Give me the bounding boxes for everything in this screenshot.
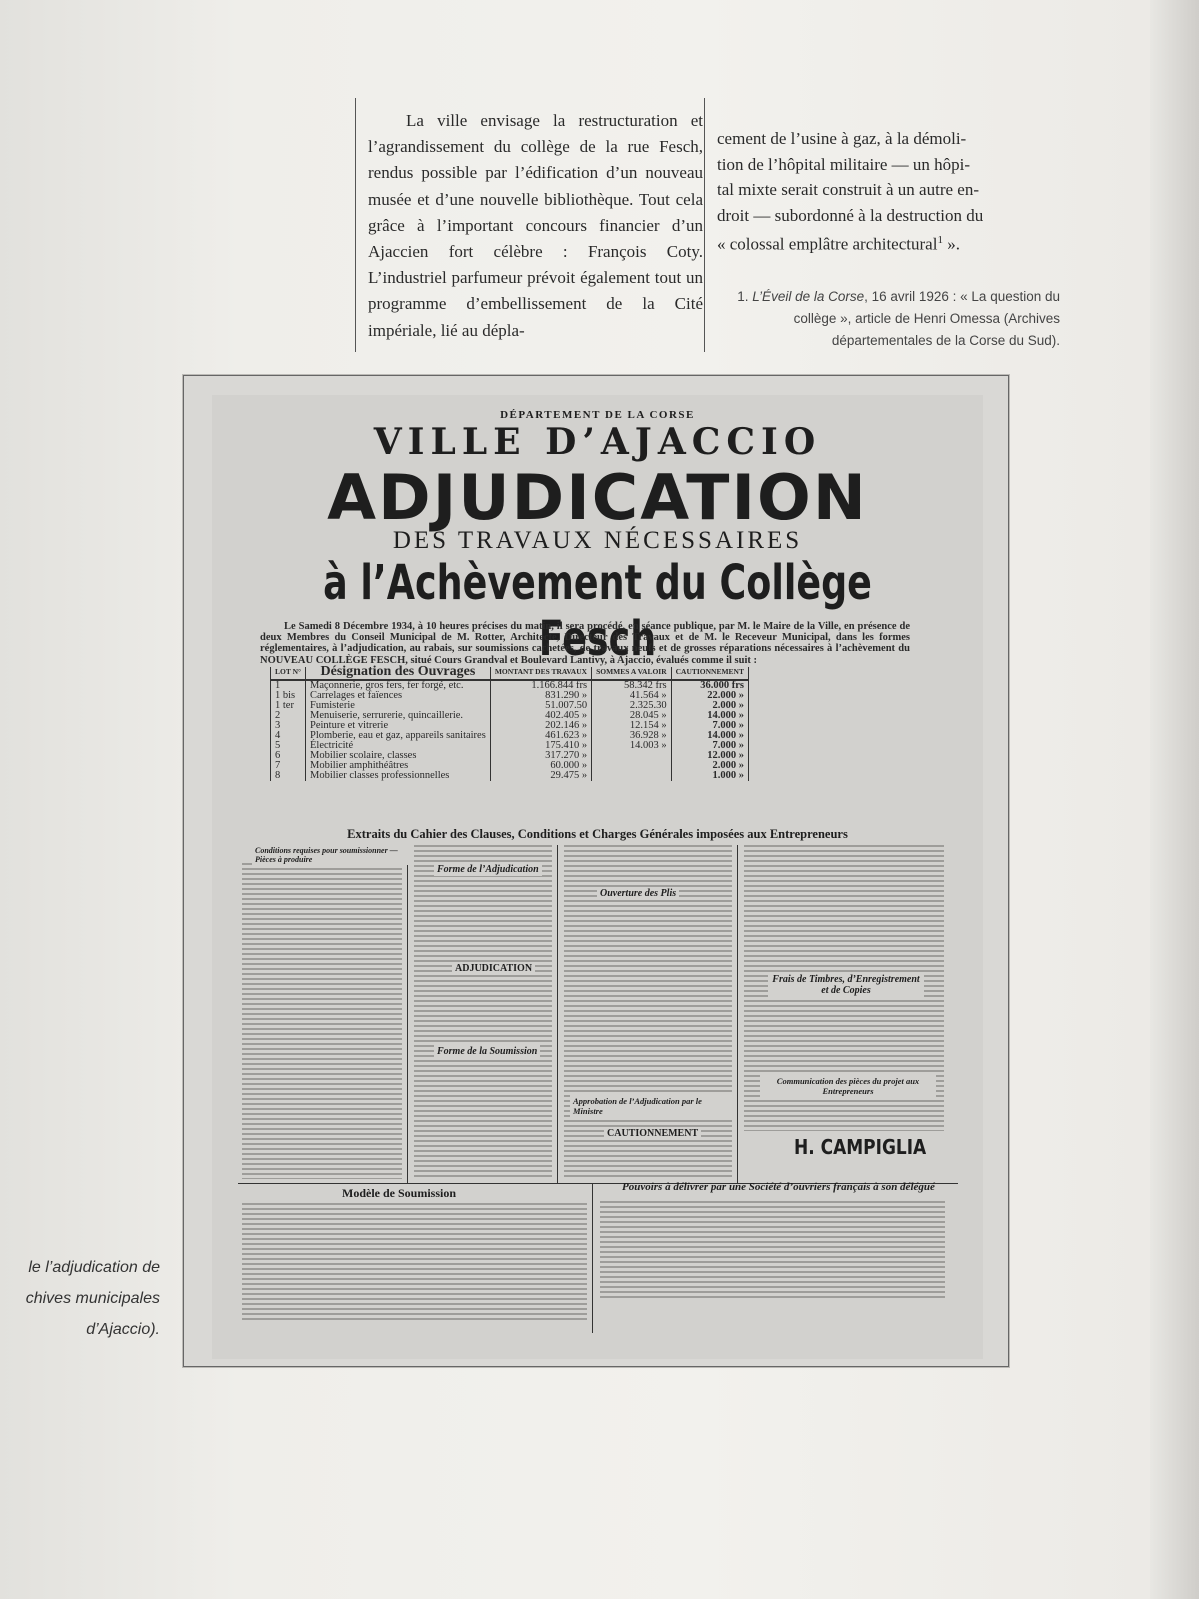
lot-montant: 461.623 »: [490, 731, 591, 741]
poster-signature: H. CAMPIGLIA: [794, 1135, 927, 1159]
lot-designation: Peinture et vitrerie: [306, 721, 491, 731]
lot-number: 6: [271, 751, 306, 761]
text-block: [600, 1201, 945, 1301]
lot-montant: 51.007.50: [490, 701, 591, 711]
footnote: 1. L’Éveil de la Corse, 16 avril 1926 : « La question du collège », article de Henri Omessa (Archives départementales de la Corse du Sud).: [737, 289, 1060, 348]
lot-designation: Mobilier scolaire, classes: [306, 751, 491, 761]
poster-city: VILLE D’AJACCIO: [373, 421, 822, 463]
lot-sommes: 58.342 frs: [592, 680, 672, 691]
poster-photo-frame: [183, 375, 1009, 1367]
lot-designation: Maçonnerie, gros fers, fer forgé, etc.: [306, 680, 491, 691]
poster-subtitle: DES TRAVAUX NÉCESSAIRES: [392, 527, 803, 554]
lot-designation: Mobilier classes professionnelles: [306, 771, 491, 781]
lot-number: 4: [271, 731, 306, 741]
lot-montant: 29.475 »: [490, 771, 591, 781]
column-rule: [592, 1183, 593, 1333]
adjudication-poster: [212, 395, 983, 1359]
communication-heading: Communication des pièces du projet aux Entrepreneurs: [760, 1075, 936, 1097]
body-line: cement de l’usine à gaz, à la démoli-: [717, 129, 967, 148]
forme-adjudication-heading: Forme de l’Adjudication: [434, 863, 542, 876]
col-montant: MONTANT DES TRAVAUX: [490, 667, 591, 680]
lot-designation: Plomberie, eau et gaz, appareils sanitaires: [306, 731, 491, 741]
lot-sommes: 36.928 »: [592, 731, 672, 741]
lot-row: [271, 771, 749, 781]
column-rule: [737, 845, 738, 1183]
lot-number: 3: [271, 721, 306, 731]
poster-department: DÉPARTEMENT DE LA CORSE: [500, 409, 695, 421]
lot-designation: Électricité: [306, 741, 491, 751]
body-column-1: [355, 98, 705, 352]
lot-caution: 12.000 »: [671, 751, 748, 761]
lot-sommes: 2.325.30: [592, 701, 672, 711]
col-sommes: SOMMES A VALOIR: [592, 667, 672, 680]
lot-montant: 1.166.844 frs: [490, 680, 591, 691]
ouverture-heading: Ouverture des Plis: [597, 887, 679, 900]
lot-sommes: [592, 771, 672, 781]
pouvoirs-heading: Pouvoirs à délivrer par une Société d’ouvriers français à son délégué: [622, 1181, 935, 1193]
column-rule: [557, 845, 558, 1183]
extraits-heading: Extraits du Cahier des Clauses, Conditions et Charges Générales imposées aux Entrepreneurs: [347, 827, 848, 841]
text-block: [242, 863, 402, 1179]
figure-caption: le l’adjudication de chives municipales d’Ajaccio).: [25, 1259, 160, 1338]
body-column-2: [717, 126, 1059, 257]
lot-sommes: [592, 751, 672, 761]
lot-sommes: 28.045 »: [592, 711, 672, 721]
lot-designation: Carrelages et faïences: [306, 691, 491, 701]
body-paragraph-1: La ville envisage la restructuration et l’agrandissement du collège de la rue Fesch, rendus possible par l’édification d’un nouveau musée et d’une nouvelle bibliothèque. Tout cela grâce à l’important concours financier d’un Ajaccien fort célèbre : François Coty. L’industriel parfumeur prévoit également tout un programme d’embellissement de la Cité impériale, lié au dépla-: [368, 111, 703, 340]
text-block: [242, 1203, 587, 1321]
conditions-heading: Conditions requises pour soumissionner — Pièces à produire: [252, 845, 408, 865]
lot-montant: 175.410 »: [490, 741, 591, 751]
lot-caution: 14.000 »: [671, 711, 748, 721]
lot-caution: 7.000 »: [671, 741, 748, 751]
lot-montant: 317.270 »: [490, 751, 591, 761]
col-cautionnement: CAUTIONNEMENT: [671, 667, 748, 680]
lot-number: 2: [271, 711, 306, 721]
lot-montant: 831.290 »: [490, 691, 591, 701]
lot-caution: 2.000 »: [671, 701, 748, 711]
column-rule: [407, 845, 408, 1183]
lot-montant: 202.146 »: [490, 721, 591, 731]
col-designation: Désignation des Ouvrages: [306, 667, 491, 680]
lot-designation: Mobilier amphithéâtres: [306, 761, 491, 771]
cautionnement-heading: CAUTIONNEMENT: [604, 1127, 701, 1140]
footnote-ref: 1: [937, 234, 943, 246]
lot-sommes: 12.154 »: [592, 721, 672, 731]
body-line: tion de l’hôpital militaire — un hôpi-: [717, 154, 971, 174]
frais-heading: Frais de Timbres, d’Enregistrement et de Copies: [768, 973, 924, 997]
lot-sommes: [592, 761, 672, 771]
lot-caution: 36.000 frs: [671, 680, 748, 691]
lot-designation: Menuiserie, serrurerie, quincaillerie.: [306, 711, 491, 721]
lot-sommes: 14.003 »: [592, 741, 672, 751]
text-block: [414, 845, 552, 1179]
footnote-source: L’Éveil de la Corse: [752, 289, 865, 304]
body-line: droit — subordonné à la destruction du: [717, 205, 984, 225]
lot-caution: 7.000 »: [671, 721, 748, 731]
lots-body: [271, 680, 749, 781]
adjudication-heading: ADJUDICATION: [452, 962, 535, 975]
approbation-heading: Approbation de l’Adjudication par le Ministre: [570, 1095, 736, 1117]
poster-intro: Le Samedi 8 Décembre 1934, à 10 heures précises du matin, il sera procédé, en séance publique, par M. le Maire de la Ville, en présence de deux Membres du Conseil Municipal de M. Rotter, Architecte, Directeur des Travaux et de M. le Receveur Municipal, dans les formes réglementaires, à l’adjudication, au rabais, sur soumissions cachetées, de travaux neufs et de grosses réparations nécessaires à l’achèvement du NOUVEAU COLLÈGE FESCH, situé Cours Grandval et Boulevard Lantivy, à Ajaccio, évalués comme il suit :: [260, 621, 910, 666]
lot-caution: 2.000 »: [671, 761, 748, 771]
lot-caution: 22.000 »: [671, 691, 748, 701]
body-line: tal mixte serait construit à un autre en-: [717, 180, 979, 199]
lots-table: [270, 664, 749, 781]
lot-montant: 60.000 »: [490, 761, 591, 771]
poster-headline: ADJUDICATION: [327, 461, 868, 534]
lot-number: 1 bis: [271, 691, 306, 701]
body-line-with-note: « colossal emplâtre architectural$^1$ ».: [717, 234, 960, 254]
lot-number: 8: [271, 771, 306, 781]
lot-caution: 14.000 »: [671, 731, 748, 741]
lot-designation: Fumisterie: [306, 701, 491, 711]
lot-caution: 1.000 »: [671, 771, 748, 781]
forme-soumission-heading: Forme de la Soumission: [434, 1045, 540, 1058]
lot-montant: 402.405 »: [490, 711, 591, 721]
lot-sommes: 41.564 »: [592, 691, 672, 701]
lot-number: 1: [271, 680, 306, 691]
lot-number: 5: [271, 741, 306, 751]
page-edge: [1150, 0, 1199, 1599]
lot-number: 7: [271, 761, 306, 771]
modele-heading: Modèle de Soumission: [342, 1186, 457, 1200]
col-lot: LOT N°: [271, 667, 306, 680]
lot-number: 1 ter: [271, 701, 306, 711]
poster-title: à l’Achèvement du Collège Fesch: [323, 555, 872, 667]
